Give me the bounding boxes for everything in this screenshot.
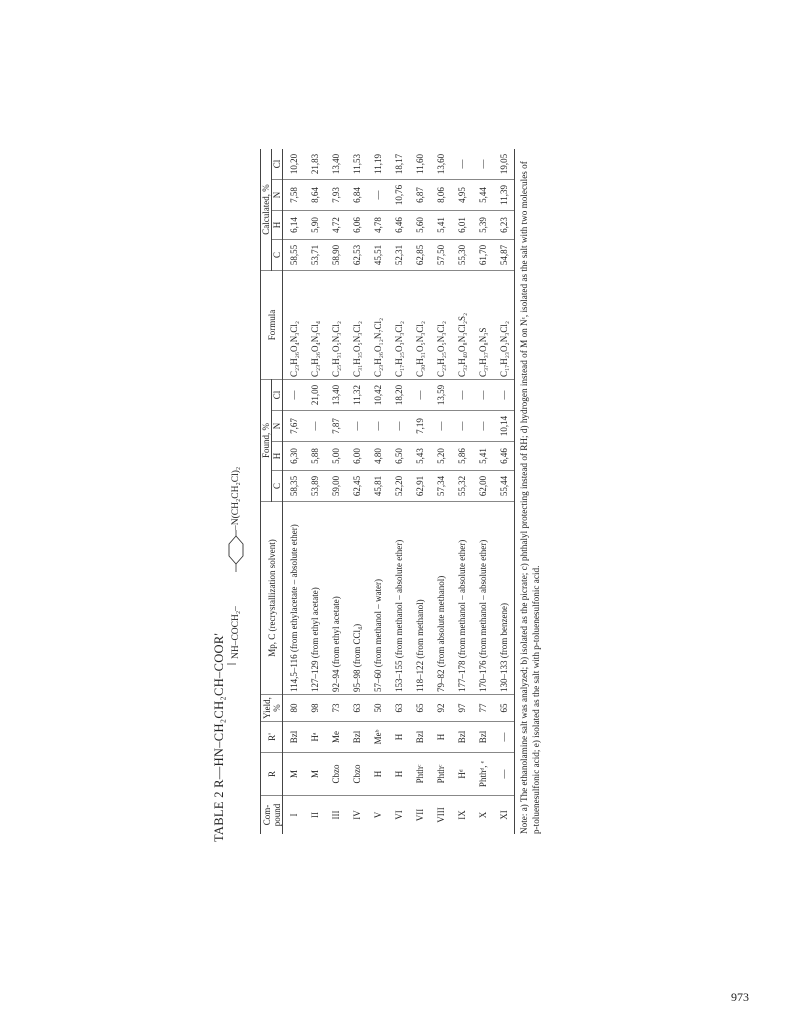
cell-mp: 95–98 (from CCl₄) [346,502,367,695]
cell-r-prime: Hᵃ [304,722,325,753]
table-row [472,149,493,834]
cell-r-prime: H [430,722,451,753]
cell-found-cl: 21,00 [304,380,325,411]
cell-calc-h: 6,23 [493,211,515,240]
cell-found-n: 7,87 [325,411,346,442]
cell-mp: 130–133 (from benzene) [493,502,515,695]
cell-mp: 127–129 (from ethyl acetate) [304,502,325,695]
cell-found-cl: 13,59 [430,380,451,411]
cell-yield: 73 [325,695,346,722]
cell-found-cl: — [493,380,515,411]
cell-r-prime: H [388,722,409,753]
cell-yield: 63 [388,695,409,722]
cell-yield: 80 [283,695,305,722]
cell-found-h: 6,46 [493,442,515,471]
cell-yield: 65 [409,695,430,722]
cell-found-n: — [430,411,451,442]
cell-found-cl: — [451,380,472,411]
cell-r: M [283,753,305,796]
cell-found-c: 52,20 [388,471,409,502]
cell-calc-cl: 18,17 [388,149,409,180]
side-chain-label: NH–COCH₂– [231,606,241,659]
header-calc-h: H [272,211,283,240]
cell-mp: 153–155 (from methanol – absolute ether) [388,502,409,695]
rotated-table-block [212,142,542,842]
cell-calc-h: 5,41 [430,211,451,240]
cell-calc-n: 8,64 [304,180,325,211]
cell-calc-c: 58,90 [325,240,346,271]
cell-compound: VII [414,808,425,822]
cell-compound: IX [456,810,467,820]
table-row [367,149,388,834]
cell-calc-cl: 13,40 [325,149,346,180]
cell-mp: 92–94 (from ethyl acetate) [325,502,346,695]
header-yield: Yield, % [261,695,283,722]
cell-r: H [367,753,388,796]
header-found-cl: Cl [272,380,283,411]
amine-label: –N(CH₂CH₂Cl)₂ [231,466,241,530]
cell-calc-n: 6,84 [346,180,367,211]
cell-r: Hᵈ [451,753,472,796]
cell-formula: C₂₃H₂₆O₁₂N₇Cl₂ [367,271,388,380]
cell-found-n: 7,67 [283,411,305,442]
cell-yield: 77 [472,695,493,722]
cell-calc-c: 62,53 [346,240,367,271]
cell-found-cl: — [409,380,430,411]
cell-calc-cl: 21,83 [304,149,325,180]
cell-r: — [493,753,515,796]
cell-found-n: — [388,411,409,442]
cell-calc-n: 8,06 [430,180,451,211]
cell-calc-c: 57,50 [430,240,451,271]
cell-formula: C₃₂H₄₀O₈N₃Cl₂S₂ [451,271,472,380]
cell-found-c: 59,00 [325,471,346,502]
cell-compound: VIII [435,807,446,823]
cell-calc-cl: — [451,149,472,180]
page-number: 973 [731,990,749,1004]
cell-found-cl: — [472,380,493,411]
cell-formula: C₂₅H₃₁O₅N₃Cl₂ [325,271,346,380]
table-row [388,149,409,834]
header-calc-n: N [272,180,283,211]
cell-r-prime: Bzl [409,722,430,753]
cell-r: Cbzo [346,753,367,796]
cell-found-h: 5,88 [304,442,325,471]
cell-formula: C₂₃H₂₆O₄N₃Cl₂ [283,271,305,380]
cell-found-n: 10,14 [493,411,515,442]
cell-r: Phthᶜ [409,753,430,796]
cell-yield: 63 [346,695,367,722]
cell-calc-n: 10,76 [388,180,409,211]
cell-found-n: — [346,411,367,442]
cell-calc-cl: 10,20 [283,149,305,180]
header-found-c: C [272,471,283,502]
table-row [346,149,367,834]
cell-calc-h: 6,06 [346,211,367,240]
cell-found-n: — [451,411,472,442]
table-row [451,149,472,834]
cell-found-c: 45,81 [367,471,388,502]
cell-r: Cbzo [325,753,346,796]
cell-calc-c: 52,31 [388,240,409,271]
cell-calc-c: 58,55 [283,240,305,271]
cell-formula: C₂₃H₂₆O₄N₃Cl₄ [304,271,325,380]
cell-compound: I [288,813,299,817]
cell-found-c: 57,34 [430,471,451,502]
cell-r-prime: — [493,722,515,753]
cell-calc-cl: 11,60 [409,149,430,180]
cell-found-n: — [304,411,325,442]
cell-mp: 57–60 (from methanol – water) [367,502,388,695]
header-formula: Formula [261,271,283,380]
cell-found-c: 62,91 [409,471,430,502]
cell-calc-cl: 11,53 [346,149,367,180]
cell-found-c: 62,45 [346,471,367,502]
cell-calc-h: 5,60 [409,211,430,240]
header-calculated: Calculated, % [261,149,272,271]
cell-r: M [304,753,325,796]
cell-calc-cl: — [472,149,493,180]
cell-calc-h: 6,14 [283,211,305,240]
cell-calc-n: 6,87 [409,180,430,211]
cell-mp: 170–176 (from methanol – absolute ether) [472,502,493,695]
cell-compound: IV [351,810,362,820]
header-found-n: N [272,411,283,442]
cell-found-h: 5,41 [472,442,493,471]
cell-yield: 50 [367,695,388,722]
cell-formula: C₃₁H₃₅O₅N₃Cl₂ [346,271,367,380]
cell-compound: X [477,811,488,819]
cell-found-h: 6,00 [346,442,367,471]
cell-found-c: 55,44 [493,471,515,502]
cell-calc-n: — [367,180,388,211]
cell-calc-cl: 11,19 [367,149,388,180]
cell-r: Phthᵈ, ᵉ [472,753,493,796]
cell-found-h: 6,50 [388,442,409,471]
cell-formula: C₁₇H₂₃O₂N₃Cl₂ [493,271,515,380]
cell-found-h: 5,86 [451,442,472,471]
cell-yield: 97 [451,695,472,722]
cell-formula: C₃₇H₃₇O₈N₃S [472,271,493,380]
table-body [283,149,515,834]
cell-found-cl: 11,32 [346,380,367,411]
cell-found-h: 5,20 [430,442,451,471]
cell-calc-h: 6,46 [388,211,409,240]
cell-formula: C₁₇H₂₅O₃N₃Cl₂ [388,271,409,380]
table-row [409,149,430,834]
cell-r-prime: Meᵇ [367,722,388,753]
cell-calc-h: 5,90 [304,211,325,240]
cell-calc-n: 4,95 [451,180,472,211]
cell-calc-c: 54,87 [493,240,515,271]
cell-r: H [388,753,409,796]
cell-calc-h: 4,72 [325,211,346,240]
cell-compound: II [309,812,320,818]
header-found-h: H [272,442,283,471]
cell-found-cl: 13,40 [325,380,346,411]
cell-formula: C₂₃H₂₅O₅N₃Cl₂ [430,271,451,380]
cell-yield: 65 [493,695,515,722]
cell-mp: 79–82 (from absolute methanol) [430,502,451,695]
cell-r-prime: Bzl [346,722,367,753]
table-note: Note: a) The ethanolamine salt was analyzed; b) isolated as the picrate; c) phthalyl protecting instead of RH; d) hydrogen instead of M on Nᵋ, isolated as the salt with two molecules of p-toluenesulfonic acid; e) isolated as the salt with p-toluenesulfonic acid. [519,161,541,834]
cell-compound: XI [493,796,515,835]
header-found: Found, % [261,380,272,502]
header-r-prime: R' [261,722,283,753]
cell-calc-c: 45,51 [367,240,388,271]
cell-calc-h: 4,78 [367,211,388,240]
cell-r: Phthᶜ [430,753,451,796]
cell-found-h: 6,30 [283,442,305,471]
header-r: R [261,753,283,796]
cell-yield: 92 [430,695,451,722]
cell-found-h: 5,43 [409,442,430,471]
table-row [325,149,346,834]
cell-found-cl: — [283,380,305,411]
cell-r-prime: Bzl [472,722,493,753]
cell-found-c: 53,89 [304,471,325,502]
cell-calc-c: 53,71 [304,240,325,271]
data-table [260,149,515,834]
cell-calc-n: 7,93 [325,180,346,211]
cell-calc-c: 55,30 [451,240,472,271]
header-calc-cl: Cl [272,149,283,180]
cell-mp: 114,5–116 (from ethylacetate – absolute ether) [283,502,305,695]
table-title: TABLE 2 R—HN–CH₂CH₂CH–COOR' [212,632,226,842]
cell-mp: 118–122 (from methanol) [409,502,430,695]
cell-found-n: — [472,411,493,442]
cell-calc-cl: 19,05 [493,149,515,180]
cell-compound: V [372,811,383,819]
cell-formula: C₃₀H₃₁O₅N₃Cl₂ [409,271,430,380]
cell-calc-n: 11,39 [493,180,515,211]
cell-found-n: — [367,411,388,442]
cell-found-n: 7,19 [409,411,430,442]
cell-compound: VI [393,810,404,820]
cell-r-prime: Bzl [451,722,472,753]
cell-calc-c: 61,70 [472,240,493,271]
cell-calc-h: 5,39 [472,211,493,240]
cell-mp: 177–178 (from methanol – absolute ether) [451,502,472,695]
header-calc-c: C [272,240,283,271]
cell-found-c: 55,32 [451,471,472,502]
cell-found-h: 4,80 [367,442,388,471]
cell-r-prime: Bzl [283,722,305,753]
cell-calc-h: 6,01 [451,211,472,240]
table-row [430,149,451,834]
cell-found-cl: 10,42 [367,380,388,411]
header-mp: Mp, C (recrystallization solvent) [261,502,283,695]
cell-calc-n: 5,44 [472,180,493,211]
header-compound: Com-pound [261,796,283,835]
cell-compound: III [330,810,341,820]
cell-calc-n: 7,58 [283,180,305,211]
cell-found-c: 62,00 [472,471,493,502]
cell-found-cl: 18,20 [388,380,409,411]
table-row [283,149,305,834]
structure-labels [212,142,252,842]
cell-yield: 98 [304,695,325,722]
table-row [493,149,515,834]
cell-found-h: 5,00 [325,442,346,471]
cell-calc-c: 62,85 [409,240,430,271]
cell-r-prime: Me [325,722,346,753]
table-row [304,149,325,834]
cell-found-c: 58,35 [283,471,305,502]
cell-calc-cl: 13,60 [430,149,451,180]
